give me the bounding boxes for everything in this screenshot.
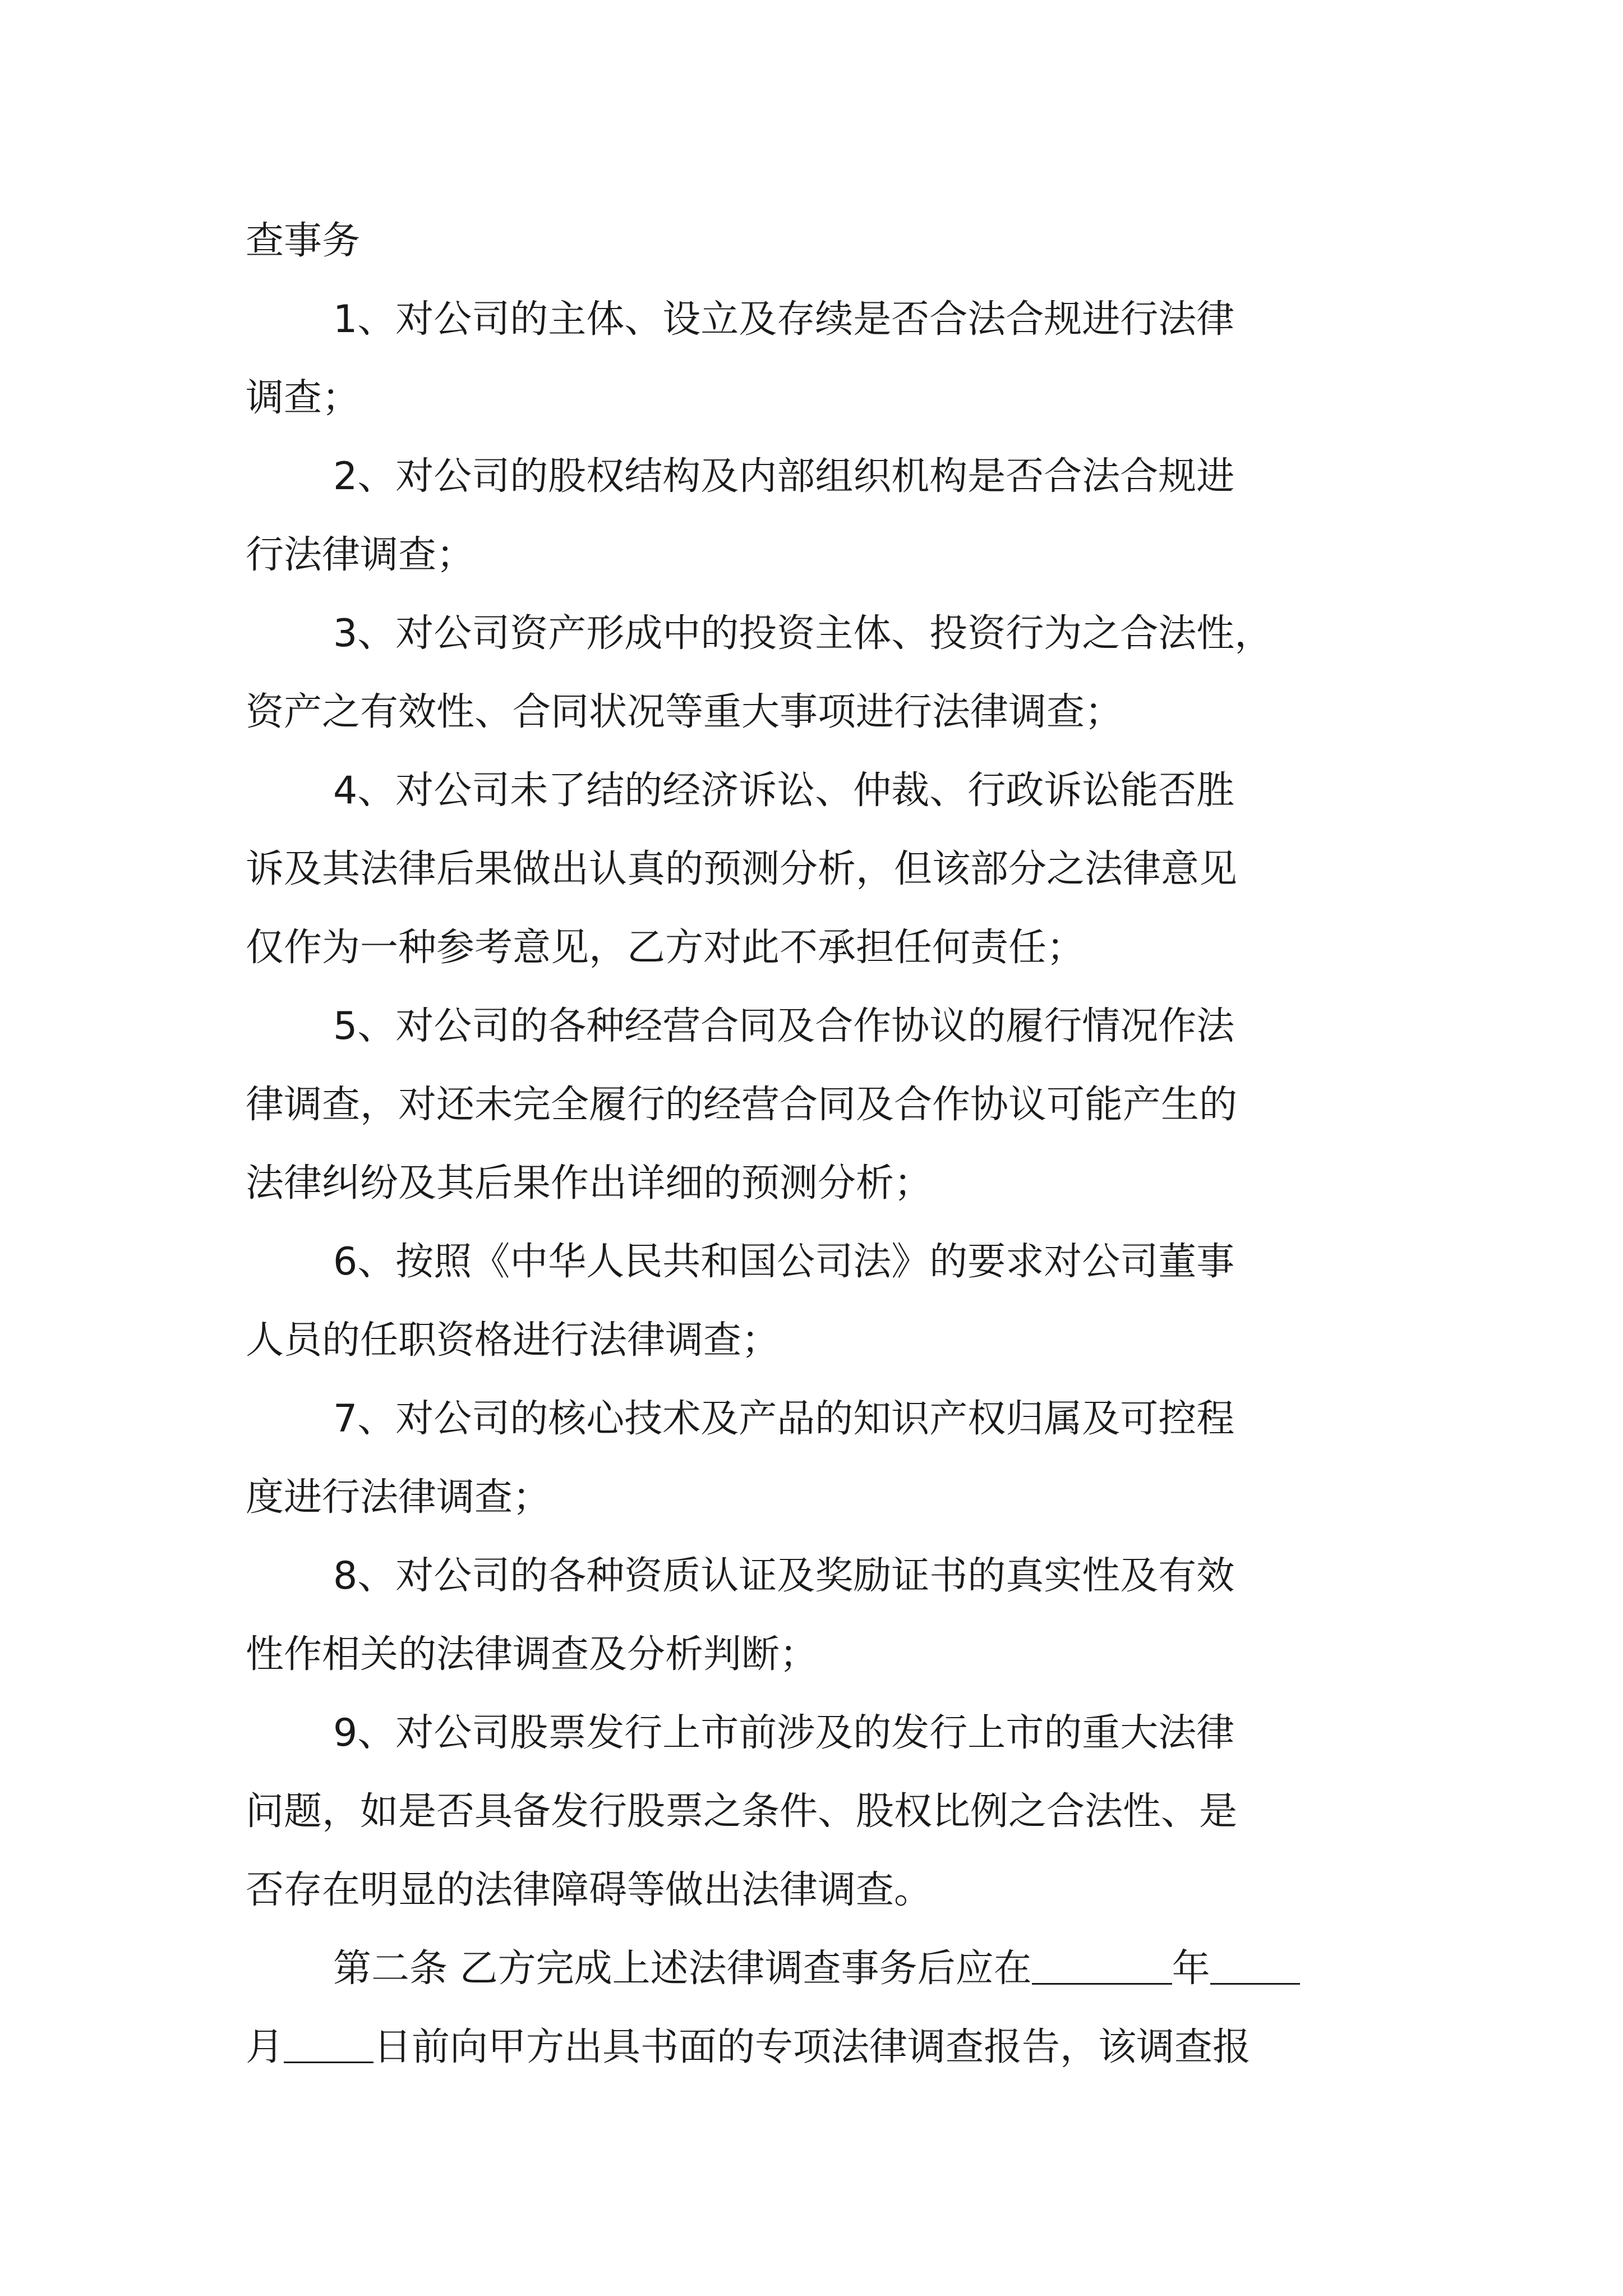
- list-item-2-line-1: 2、对公司的股权结构及内部组织机构是否合法合规进: [333, 454, 1235, 499]
- list-item-9-line-3: 否存在明显的法律障碍等做出法律调查。: [246, 1868, 933, 1912]
- text-line: 查事务: [246, 219, 361, 263]
- list-item-9-line-1: 9、对公司股票发行上市前涉及的发行上市的重大法律: [333, 1711, 1235, 1755]
- list-item-1-line-1: 1、对公司的主体、设立及存续是否合法合规进行法律: [333, 297, 1235, 342]
- list-item-2-line-2: 行法律调查；: [246, 533, 475, 577]
- article-2-line-2: [246, 2008, 1384, 2087]
- list-item-6-line-1: 6、按照《中华人民共和国公司法》的要求对公司董事: [333, 1240, 1235, 1284]
- list-item-9-line-2: 问题，如是否具备发行股票之条件、股权比例之合法性、是: [246, 1789, 1238, 1834]
- article-2-line-1: [246, 1930, 1384, 2008]
- year-blank: [1032, 1949, 1172, 1985]
- list-item-5-line-3: 法律纠纷及其后果作出详细的预测分析；: [246, 1161, 933, 1205]
- list-item-6-line-2: 人员的任职资格进行法律调查；: [246, 1318, 780, 1363]
- list-item-4-line-1: 4、对公司未了结的经济诉讼、仲裁、行政诉讼能否胜: [333, 769, 1235, 813]
- list-item-7-line-1: 7、对公司的核心技术及产品的知识产权归属及可控程: [333, 1397, 1235, 1441]
- list-item-4-line-3: 仅作为一种参考意见，乙方对此不承担任何责任；: [246, 926, 1085, 970]
- list-item-1-line-2: 调查；: [246, 376, 361, 420]
- article-2-text-continued: 日前向甲方出具书面的专项法律调查报告，该调查报: [374, 2025, 1251, 2069]
- list-item-3-line-1: 3、对公司资产形成中的投资主体、投资行为之合法性，: [333, 611, 1273, 656]
- list-item-7-line-2: 度进行法律调查；: [246, 1475, 551, 1520]
- year-label: 年: [1172, 1947, 1210, 1991]
- document-body: [246, 202, 1384, 2087]
- list-item-4-line-2: 诉及其法律后果做出认真的预测分析，但该部分之法律意见: [246, 847, 1238, 891]
- month-label: 月: [246, 2025, 284, 2069]
- list-item-5-line-2: 律调查，对还未完全履行的经营合同及合作协议可能产生的: [246, 1083, 1238, 1127]
- article-2-text: 第二条 乙方完成上述法律调查事务后应在: [333, 1947, 1032, 1991]
- list-item-8-line-2: 性作相关的法律调查及分析判断；: [246, 1632, 818, 1677]
- month-blank: [1210, 1949, 1300, 1985]
- list-item-5-line-1: 5、对公司的各种经营合同及合作协议的履行情况作法: [333, 1004, 1235, 1048]
- day-blank: [284, 2028, 374, 2063]
- list-item-8-line-1: 8、对公司的各种资质认证及奖励证书的真实性及有效: [333, 1554, 1235, 1598]
- list-item-3-line-2: 资产之有效性、合同状况等重大事项进行法律调查；: [246, 690, 1123, 734]
